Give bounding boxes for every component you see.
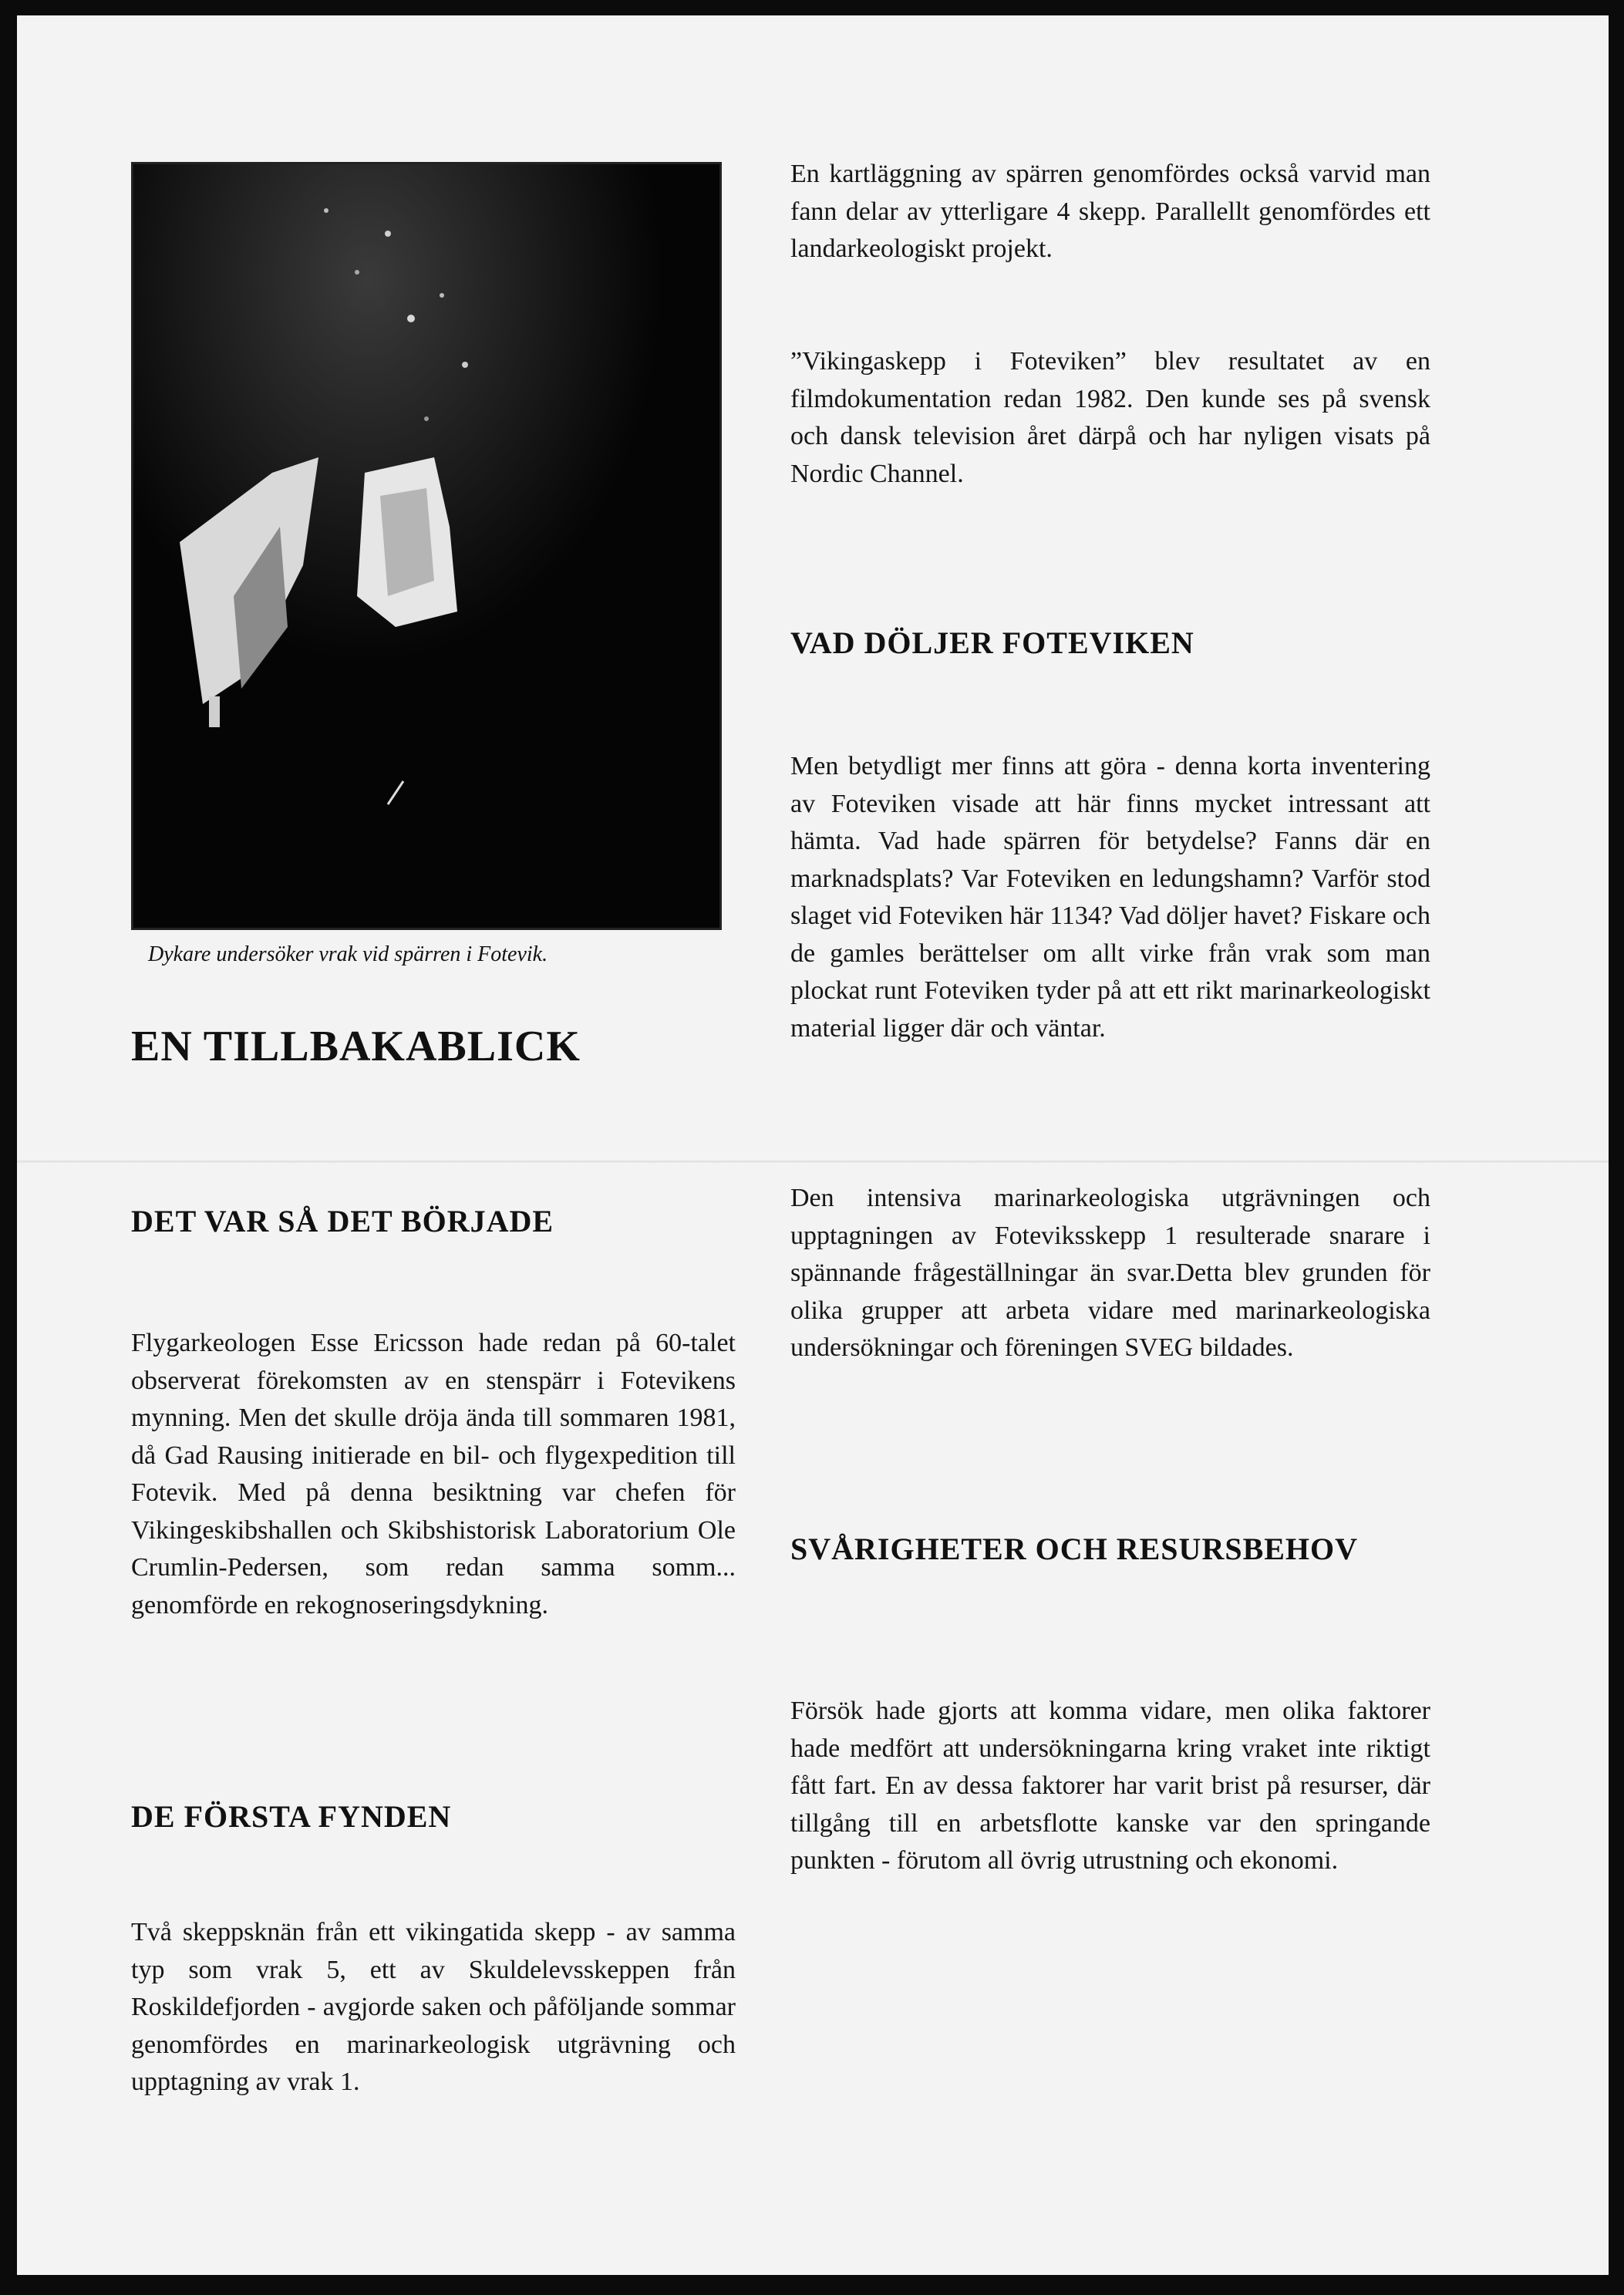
intro-paragraph-2: ”Vikingaskepp i Foteviken” blev resultatet av en filmdokumentation redan 1982. Den kunde ses på svensk och dansk television året därpå och har nyligen visats på Nordic Channel. <box>790 347 1430 488</box>
section-heading-det-var-sa: DET VAR SÅ DET BÖRJADE <box>131 1204 554 1238</box>
diver-photo <box>131 162 722 930</box>
intro-paragraph-1: En kartläggning av spärren genomfördes också varvid man fann delar av ytterligare 4 skepp. Parallellt genomfördes ett landarkeologiskt projekt. <box>790 160 1430 263</box>
section-heading-svarigheter: SVÅRIGHETER OCH RESURSBEHOV <box>790 1532 1359 1566</box>
section-heading-forsta-fynden: DE FÖRSTA FYNDEN <box>131 1799 452 1834</box>
section-text-svarigheter: Försök hade gjorts att komma vidare, men olika faktorer hade medfört att undersökningarna kring vraket inte riktigt fått fart. En av dessa faktorer har varit brist på resurser, där tillgång till en arbetsflotte kanske var den springande punkten - förutom all övrig utrustning och ekonomi. <box>790 1697 1430 1875</box>
photo-caption: Dykare undersöker vrak vid spärren i Fotevik. <box>148 942 548 966</box>
section-text-forsta-fynden: Två skeppsknän från ett vikingatida skepp - av samma typ som vrak 5, ett av Skuldelevsskeppen från Roskildefjorden - avgjorde saken och påföljande sommar genomfördes en marinarkeologisk utgrävning och upptagning av vrak 1. <box>131 1918 736 2096</box>
section-heading-vad-doljer: VAD DÖLJER FOTEVIKEN <box>790 625 1194 660</box>
page-fold-line <box>17 1161 1609 1163</box>
section-text-det-var-sa: Flygarkeologen Esse Ericsson hade redan på 60-talet observerat förekomsten av en stenspärr i Fotevikens mynning. Men det skulle dröja ända till sommaren 1981, då Gad Rausing initierade en bil- och flygexpedition till Fotevik. Med på denna besiktning var chefen för Vikingeskibshallen och Skibshistorisk Laboratorium Ole Crumlin-Pedersen, som redan samma somm... genomförde en rekognoseringsdykning. <box>131 1329 736 1619</box>
diver-photo-image <box>133 164 719 928</box>
document-page <box>17 15 1609 2275</box>
section-text-vad-doljer: Men betydligt mer finns att göra - denna korta inventering av Foteviken visade att här finns mycket intressant att hämta. Vad hade spärren för betydelse? Fanns där en marknadsplats? Var Foteviken en ledungshamn? Varför stod slaget vid Foteviken här 1134? Vad döljer havet? Fiskare och de gamles berättelser om allt virke från vrak som man plockat runt Foteviken tyder på att ett rikt marinarkeologiskt material ligger där och väntar. <box>790 752 1430 1043</box>
main-heading: EN TILLBAKABLICK <box>131 1023 581 1070</box>
section-text-vad-doljer-2: Den intensiva marinarkeologiska utgrävningen och upptagningen av Foteviksskepp 1 resulterade snarare i spännande frågeställningar än svar.Detta blev grunden för olika grupper att arbeta vidare med marinarkeologiska undersökningar och föreningen SVEG bildades. <box>790 1184 1430 1362</box>
